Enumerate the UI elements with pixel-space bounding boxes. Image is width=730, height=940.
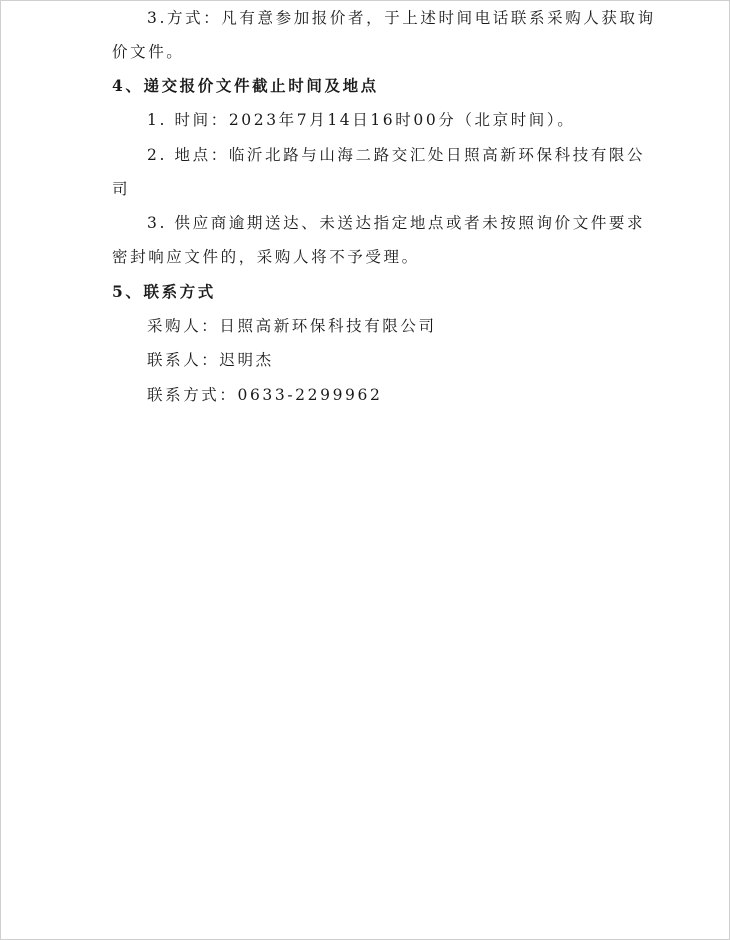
late-submission-line-2: 密封响应文件的，采购人将不予受理。 <box>112 248 420 266</box>
method-line-2: 价文件。 <box>112 43 185 61</box>
deadline-location-line-1: 2. 地点：临沂北路与山海二路交汇处日照高新环保科技有限公 <box>147 146 646 164</box>
deadline-location-line-2: 司 <box>112 180 131 198</box>
method-line-1: 3.方式：凡有意参加报价者，于上述时间电话联系采购人获取询 <box>147 9 656 27</box>
section-5-heading: 5、联系方式 <box>112 282 216 301</box>
contact-phone-line: 联系方式：0633-2299962 <box>147 386 383 404</box>
purchaser-line: 采购人：日照高新环保科技有限公司 <box>147 317 437 335</box>
deadline-time: 1. 时间：2023年7月14日16时00分（北京时间）。 <box>147 111 576 129</box>
late-submission-line-1: 3. 供应商逾期送达、未送达指定地点或者未按照询价文件要求 <box>147 214 646 232</box>
section-4-heading: 4、递交报价文件截止时间及地点 <box>112 76 379 95</box>
contact-person-line: 联系人：迟明杰 <box>147 351 274 369</box>
